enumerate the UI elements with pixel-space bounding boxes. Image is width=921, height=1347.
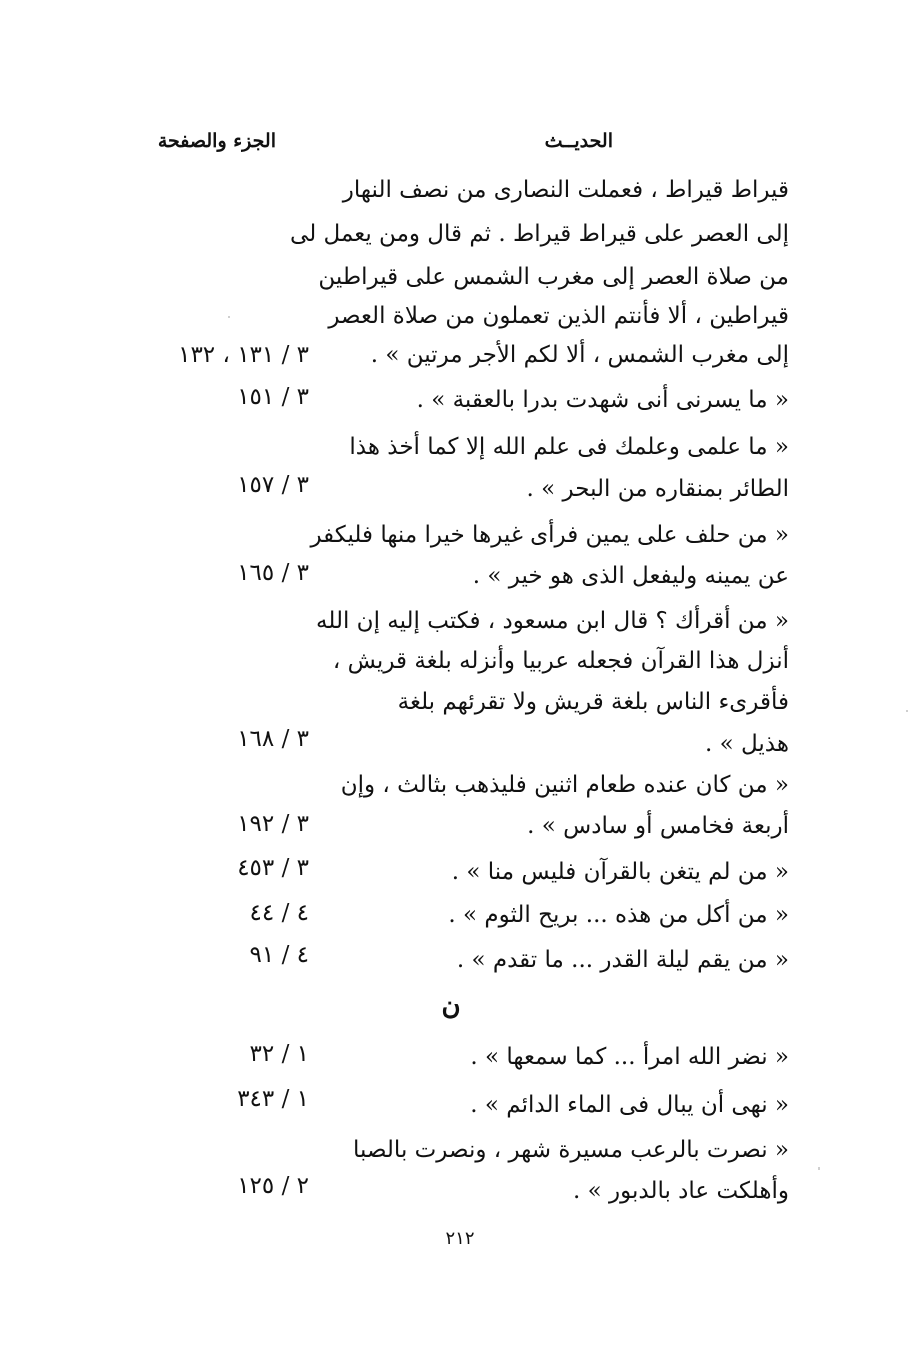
hadith-line: « من يقم ليلة القدر ... ما تقدم » . <box>456 947 789 973</box>
volume-page-ref: ٣ / ١٦٨ <box>237 726 309 752</box>
hadith-line: هذيل » . <box>704 731 789 757</box>
scan-speck <box>228 316 230 318</box>
hadith-line: « من كان عنده طعام اثنين فليذهب بثالث ، وإن <box>340 772 789 798</box>
hadith-line: فأقرىء الناس بلغة قريش ولا تقرئهم بلغة <box>397 689 789 715</box>
hadith-line: قيراط قيراط ، فعملت النصارى من نصف النهار <box>342 177 789 203</box>
hadith-line: وأهلكت عاد بالدبور » . <box>572 1178 789 1204</box>
volume-page-ref: ٤ / ٩١ <box>249 942 309 968</box>
hadith-line: « ما يسرنى أنى شهدت بدرا بالعقبة » . <box>416 387 789 413</box>
hadith-line: إلى العصر على قيراط قيراط . ثم قال ومن يعمل لى <box>290 221 789 247</box>
volume-page-ref: ٣ / ١٥١ <box>237 384 309 410</box>
hadith-line: أربعة فخامس أو سادس » . <box>527 813 789 839</box>
hadith-line: « من أقرأك ؟ قال ابن مسعود ، فكتب إليه إن الله <box>316 608 789 634</box>
hadith-line: « نصرت بالرعب مسيرة شهر ، ونصرت بالصبا <box>353 1137 789 1163</box>
page-number: ٢١٢ <box>445 1228 475 1249</box>
section-letter: ن <box>441 991 461 1021</box>
hadith-line: من صلاة العصر إلى مغرب الشمس على قيراطين <box>318 264 789 290</box>
hadith-line: قيراطين ، ألا فأنتم الذين تعملون من صلاة العصر <box>328 303 789 329</box>
hadith-line: الطائر بمنقاره من البحر » . <box>526 476 789 502</box>
hadith-line: أنزل هذا القرآن فجعله عربيا وأنزله بلغة قريش ، <box>332 648 789 674</box>
hadith-line: « من لم يتغن بالقرآن فليس منا » . <box>451 859 789 885</box>
hadith-line: « نهى أن يبال فى الماء الدائم » . <box>470 1092 789 1118</box>
volume-page-ref: ١ / ٣٢ <box>249 1041 309 1067</box>
hadith-line: إلى مغرب الشمس ، ألا لكم الأجر مرتين » . <box>370 342 789 368</box>
column-header-hadith: الحديــث <box>544 130 613 152</box>
hadith-line: « نضر الله امرأ ... كما سمعها » . <box>470 1044 789 1070</box>
volume-page-ref: ١ / ٣٤٣ <box>237 1086 309 1112</box>
hadith-line: « ما علمى وعلمك فى علم الله إلا كما أخذ هذا <box>349 434 789 460</box>
scan-speck <box>818 1167 820 1170</box>
volume-page-ref: ٣ / ١٦٥ <box>237 560 309 586</box>
hadith-line: عن يمينه وليفعل الذى هو خير » . <box>472 563 789 589</box>
hadith-line: « من أكل من هذه ... بريح الثوم » . <box>448 902 789 928</box>
hadith-line: « من حلف على يمين فرأى غيرها خيرا منها فليكفر <box>310 522 789 548</box>
column-header-volume-page: الجزء والصفحة <box>157 130 276 152</box>
scan-speck <box>906 710 908 712</box>
volume-page-ref: ٣ / ١٣١ ، ١٣٢ <box>178 342 309 368</box>
volume-page-ref: ٣ / ١٥٧ <box>237 472 309 498</box>
volume-page-ref: ٤ / ٤٤ <box>249 900 309 926</box>
volume-page-ref: ٣ / ١٩٢ <box>237 811 309 837</box>
volume-page-ref: ٣ / ٤٥٣ <box>237 855 309 881</box>
volume-page-ref: ٢ / ١٢٥ <box>237 1173 309 1199</box>
